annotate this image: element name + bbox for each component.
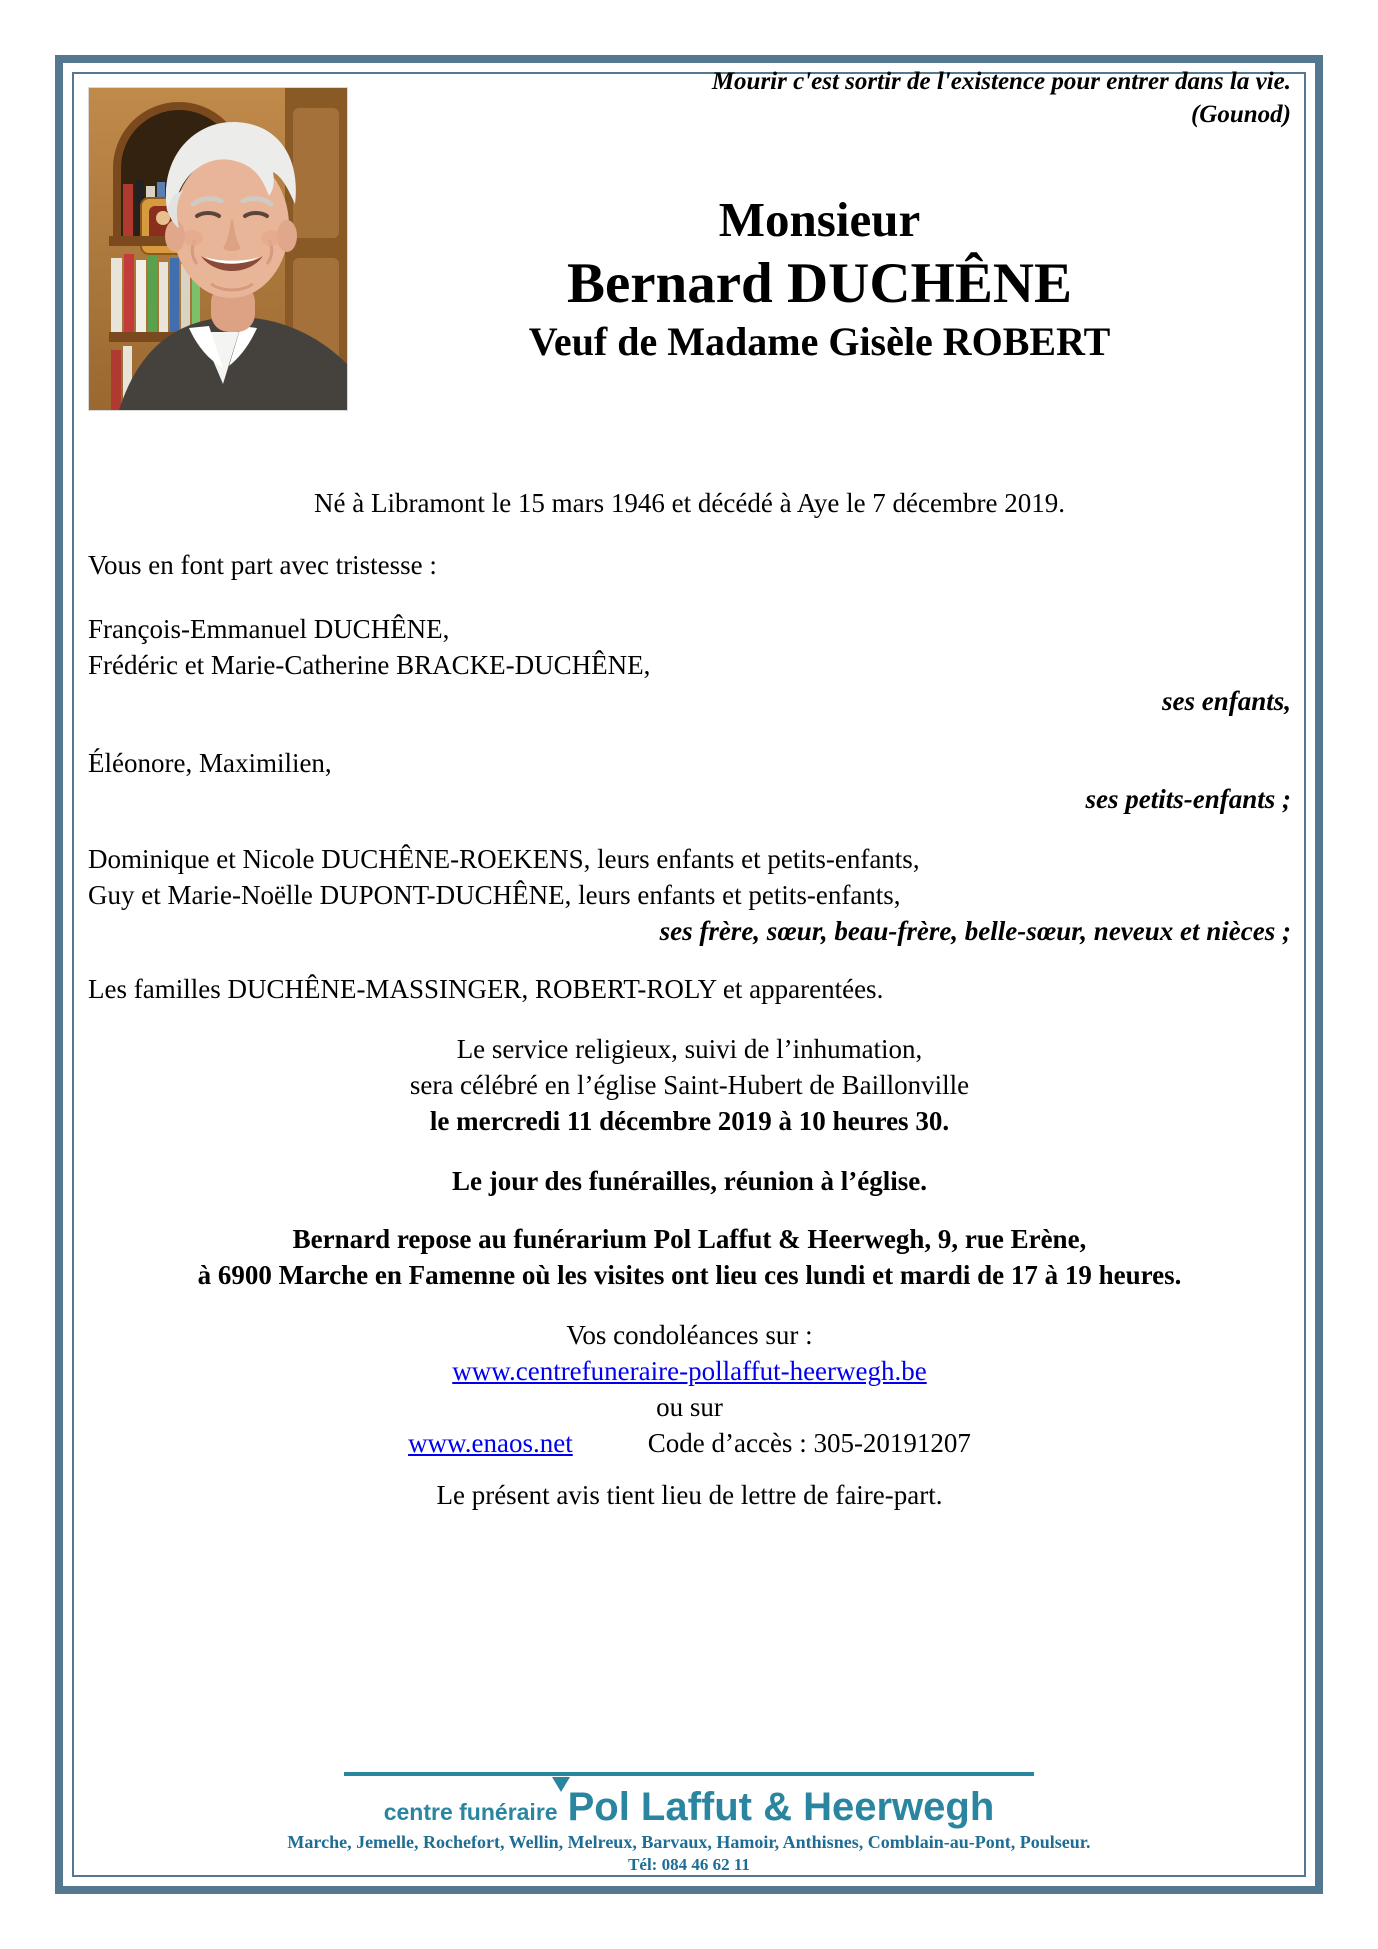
children-names	[88, 611, 1291, 683]
child-line: François-Emmanuel DUCHÊNE,	[88, 614, 450, 644]
repose-line-2: à 6900 Marche en Famenne où les visites ont lieu ces lundi et mardi de 17 à 19 heures.	[197, 1260, 1182, 1290]
enaos-line	[88, 1425, 1291, 1461]
brand-prefix	[384, 1799, 558, 1826]
child-line: Frédéric et Marie-Catherine BRACKE-DUCHÊNE,	[88, 650, 651, 680]
brand-name: Pol Laffut & Heerwegh	[567, 1785, 995, 1829]
epigraph-line: Mourir c'est sortir de l'existence pour entrer dans la vie.	[711, 68, 1291, 95]
title-block	[348, 189, 1291, 367]
epigraph	[348, 65, 1291, 131]
salutation: Monsieur	[718, 192, 921, 247]
condolences-intro: Vos condoléances sur :	[566, 1320, 813, 1350]
or-line: ou sur	[656, 1392, 723, 1422]
siblings-names	[88, 841, 1291, 913]
siblings-label: ses frère, sœur, beau-frère, belle-sœur, neveux et nièces ;	[659, 916, 1291, 946]
portrait-photo-illustration	[89, 88, 347, 410]
birth-death-line: Né à Libramont le 15 mars 1946 et décédé à Aye le 7 décembre 2019.	[314, 488, 1065, 518]
grandchildren-names: Éléonore, Maximilien,	[88, 748, 332, 778]
brand-phone: Tél: 084 46 62 11	[628, 1855, 750, 1874]
reunion-line: Le jour des funérailles, réunion à l’église.	[452, 1166, 927, 1196]
intro-line: Vous en font part avec tristesse :	[88, 550, 437, 580]
children-label: ses enfants,	[1161, 686, 1291, 716]
families-line: Les familles DUCHÊNE-MASSINGER, ROBERT-ROLY et apparentées.	[88, 974, 884, 1004]
sibling-line: Guy et Marie-Noëlle DUPONT-DUCHÊNE, leurs enfants et petits-enfants,	[88, 880, 901, 910]
service-line-2: sera célébré en l’église Saint-Hubert de Baillonville	[409, 1070, 970, 1100]
service-date-time: le mercredi 11 décembre 2019 à 10 heures 30.	[429, 1106, 950, 1136]
condolences-link[interactable]: www.centrefuneraire-pollaffut-heerwegh.be	[452, 1356, 927, 1386]
funeral-home-brand	[0, 1786, 1378, 1828]
portrait-photo	[88, 87, 348, 411]
access-code: Code d’accès : 305-20191207	[647, 1428, 971, 1458]
repose-details	[88, 1221, 1291, 1293]
header-section	[88, 65, 1291, 411]
brand-prefix-text: centre funéraire	[383, 1799, 558, 1825]
down-triangle-icon	[552, 1777, 570, 1792]
funeral-home-footer	[0, 1772, 1378, 1875]
notice-line: Le présent avis tient lieu de lettre de faire-part.	[436, 1480, 943, 1510]
header-right-column	[348, 65, 1291, 367]
brand-locations: Marche, Jemelle, Rochefort, Wellin, Melreux, Barvaux, Hamoir, Anthisnes, Comblain-au-Pont, Poulseur.	[287, 1832, 1091, 1852]
footer-divider-line	[344, 1772, 1034, 1776]
deceased-name: Bernard DUCHÊNE	[566, 252, 1073, 315]
condolences-url-line	[88, 1353, 1291, 1389]
epigraph-attribution: (Gounod)	[1190, 101, 1291, 128]
sibling-line: Dominique et Nicole DUCHÊNE-ROEKENS, leurs enfants et petits-enfants,	[88, 844, 920, 874]
widower-subtitle: Veuf de Madame Gisèle ROBERT	[528, 319, 1111, 364]
service-line-1: Le service religieux, suivi de l’inhumation,	[456, 1034, 923, 1064]
service-details	[88, 1031, 1291, 1139]
repose-line-1: Bernard repose au funérarium Pol Laffut & Heerwegh, 9, rue Erène,	[292, 1224, 1087, 1254]
grandchildren-label: ses petits-enfants ;	[1085, 784, 1291, 814]
enaos-link[interactable]: www.enaos.net	[408, 1428, 573, 1458]
